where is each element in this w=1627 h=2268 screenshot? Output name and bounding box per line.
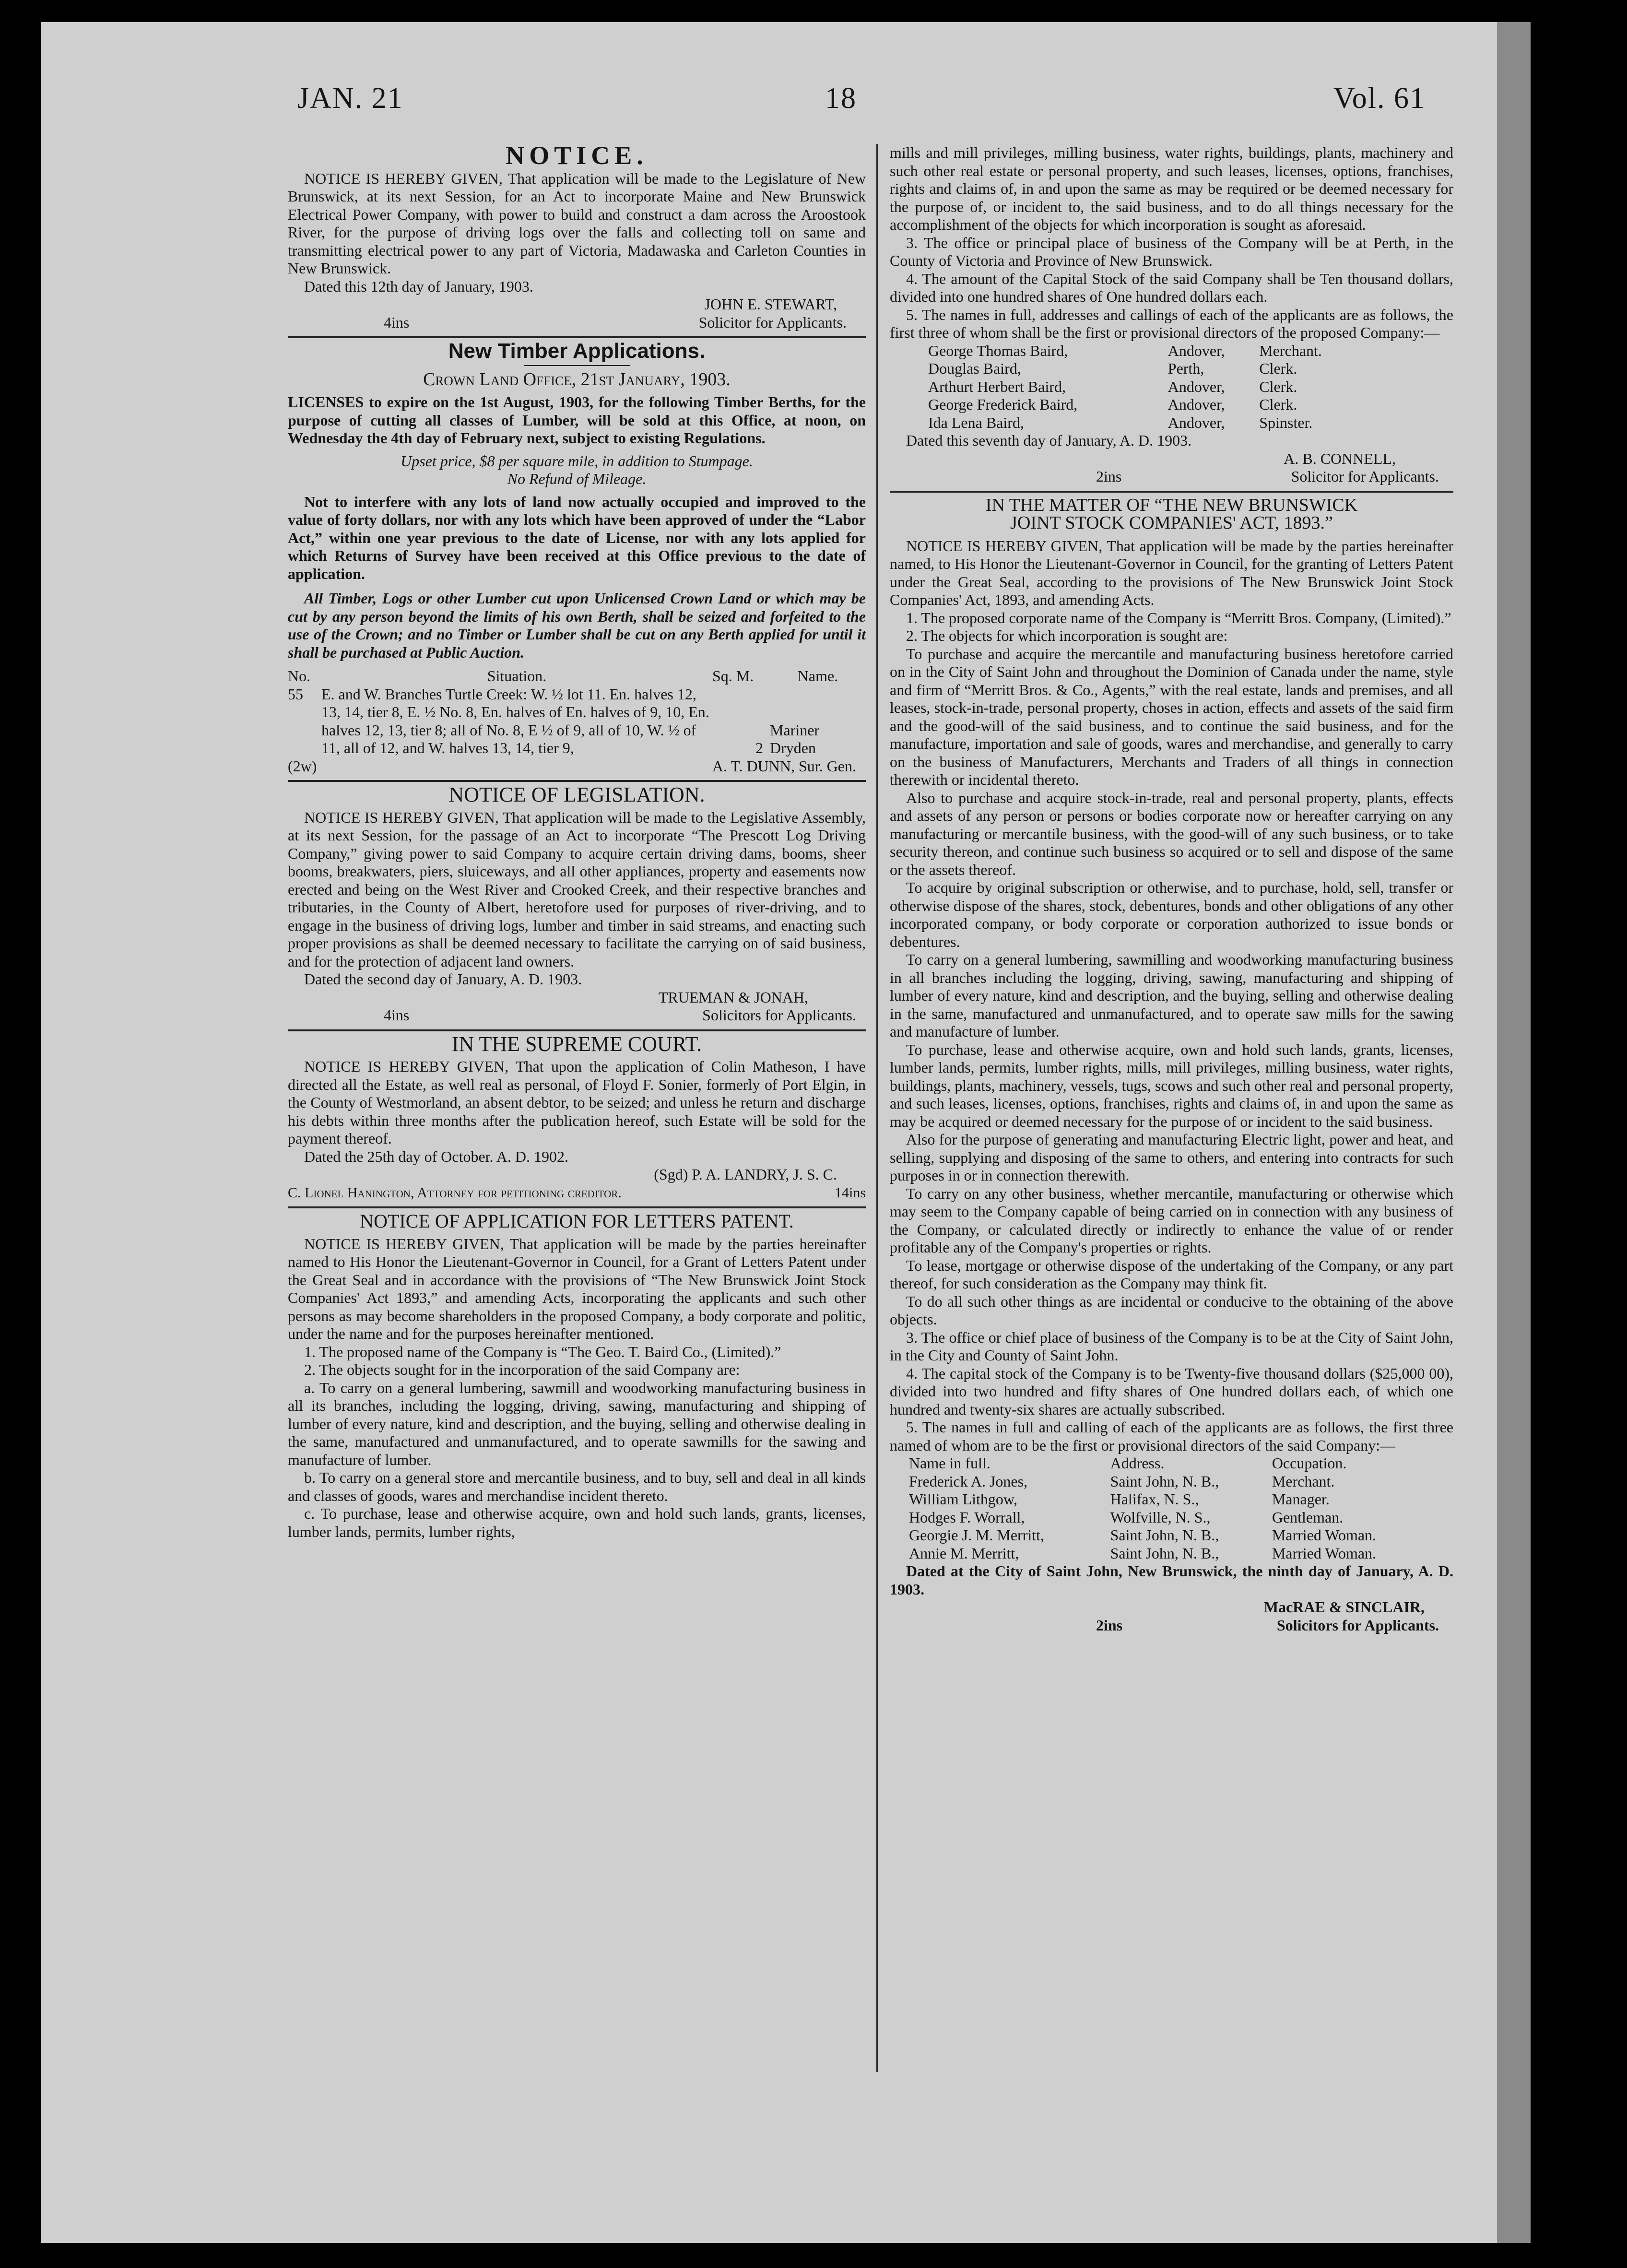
applicant-place: Andover, xyxy=(1167,342,1225,359)
applicant-calling: Spinster. xyxy=(1259,413,1313,431)
applicant-name: George Frederick Baird, xyxy=(928,396,1078,413)
col-header-name: Name in full. xyxy=(909,1454,990,1472)
berth-applicant: Mariner Dryden xyxy=(770,721,820,756)
matter-item-3: 3. The office or chief place of business of the Company is to be at the City of Saint John, in the City and County of Saint John. xyxy=(890,1328,1453,1364)
baird-continuation xyxy=(890,144,1453,486)
applicant-name: William Lithgow, xyxy=(909,1490,1017,1508)
volume-label: Vol. 61 xyxy=(1333,82,1426,115)
notice-role: Solicitor for Applicants. xyxy=(698,313,847,331)
matter-object-7: To carry on any other business, whether mercantile, manufacturing or otherwise which may seem to the Company capable of being carried on in connection with any business of the Company, or calculated directly or indirectly to enhance the value of or render profitable any of the Company's properties or rights. xyxy=(890,1184,1453,1256)
applicant-name: George Thomas Baird, xyxy=(928,342,1068,359)
patent-item-b: b. To carry on a general store and mercantile business, and to buy, sell and deal in all kinds and classes of goods, wares and merchandise incident thereto. xyxy=(288,1469,866,1504)
matter-object-3: To acquire by original subscription or otherwise, and to purchase, hold, sell, transfer or otherwise dispose of the shares, stock, debentures, bonds and other obligations of any other incorporated company, or body corporate or corporation authorized to issue bonds or debentures. xyxy=(890,879,1453,950)
matter-item-5: 5. The names in full and calling of each of the applicants are as follows, the first three named of whom are to be the first or provisional directors of the said Company:— xyxy=(890,1418,1453,1454)
col-header-situation: Situation. xyxy=(487,667,547,685)
applicant-calling: Clerk. xyxy=(1259,396,1297,413)
court-signer: (Sgd) P. A. LANDRY, J. S. C. xyxy=(654,1166,837,1183)
notice-electrical-power xyxy=(288,141,866,331)
matter-object-6: Also for the purpose of generating and manufacturing Electric light, power and heat, and selling, supplying and disposing of the same to others, and entering into contracts for such purposes in or in connection therewith. xyxy=(890,1131,1453,1184)
table-row xyxy=(928,396,1360,414)
timber-applications xyxy=(288,339,866,775)
matter-title-line1: IN THE MATTER OF “THE NEW BRUNSWICK xyxy=(985,495,1358,515)
notice-body: NOTICE IS HEREBY GIVEN, That application will be made to the Legislature of New Brunswick, at its next Session, for an Act to incorporate Maine and New Brunswick Electrical Power Company, with power to build and construct a dam across the Aroostook River, for the purpose of driving logs over the falls and collecting toll on same and transmitting electrical power to any part of Victoria, Madawaska and Carleton Counties in New Brunswick. xyxy=(288,169,866,277)
timber-para-interfere: Not to interfere with any lots of land now actually occupied and improved to the value of forty dollars, nor with any lots which have been approved of under the “Labor Act,” within one year previous to the date of License, nor with any lots applied for which Returns of Survey have been received at this Office previous to the date of application. xyxy=(288,493,866,582)
legislation-signer: TRUEMAN & JONAH, xyxy=(659,988,808,1006)
page-number: 18 xyxy=(825,82,857,115)
timber-signer: A. T. DUNN, Sur. Gen. xyxy=(712,757,856,775)
joint-stock-notice xyxy=(890,496,1453,1635)
baird-signer: A. B. CONNELL, xyxy=(1284,449,1396,467)
patent-title: NOTICE OF APPLICATION FOR LETTERS PATENT. xyxy=(360,1210,794,1232)
timber-para-licenses: LICENSES to expire on the 1st August, 1903, for the following Timber Berths, for the purpose of cutting all classes of Lumber, will be sold at this Office, at noon, on Wednesday the 4th day of February next, subject to existing Regulations. xyxy=(288,393,866,447)
applicant-calling: Clerk. xyxy=(1259,360,1297,377)
applicant-name: Ida Lena Baird, xyxy=(928,413,1024,431)
applicant-place: Perth, xyxy=(1167,360,1204,377)
timber-para-seized: All Timber, Logs or other Lumber cut upon Unlicensed Crown Land or which may be cut by any person beyond the limits of his own Berth, shall be seized and forfeited to the use of the Crown; and no Timber or Lumber shall be cut on any Berth applied for until it shall be purchased at Public Auction. xyxy=(288,590,866,661)
applicant-address: Saint John, N. B., xyxy=(1110,1544,1219,1562)
matter-dated: Dated at the City of Saint John, New Brunswick, the ninth day of January, A. D. 1903. xyxy=(890,1562,1453,1598)
court-dated: Dated the 25th day of October. A. D. 1902. xyxy=(304,1147,568,1165)
matter-insertions: 2ins xyxy=(1096,1616,1123,1634)
applicant-occupation: Merchant. xyxy=(1272,1472,1335,1490)
col-header-sqm: Sq. M. xyxy=(712,667,754,685)
timber-insertions: (2w) xyxy=(288,757,317,775)
matter-item-2: 2. The objects for which incorporation is sought are: xyxy=(906,627,1228,644)
timber-upset-price: Upset price, $8 per square mile, in addition to Stumpage. xyxy=(401,452,753,470)
court-body: NOTICE IS HEREBY GIVEN, That upon the application of Colin Matheson, I have directed all the Estate, as well real as personal, of Floyd F. Sonier, formerly of Port Elgin, in the County of Westmorland, an absent debtor, to be seized; and unless he return and discharge his debts within three months after the publication hereof, such Estate will be sold for the payment thereof. xyxy=(288,1058,866,1147)
notice-signer: JOHN E. STEWART, xyxy=(704,295,837,313)
section-rule xyxy=(288,780,866,782)
applicant-name: Frederick A. Jones, xyxy=(909,1472,1028,1490)
right-column xyxy=(890,144,1453,1637)
court-title: IN THE SUPREME COURT. xyxy=(451,1032,702,1056)
applicant-address: Saint John, N. B., xyxy=(1110,1472,1219,1490)
section-rule xyxy=(288,1029,866,1031)
table-row xyxy=(288,685,866,757)
table-row xyxy=(909,1490,1427,1509)
court-attorney: C. Lionel Hanington, Attorney for petitioning creditor. xyxy=(288,1184,622,1201)
matter-object-5: To purchase, lease and otherwise acquire, own and hold such lands, grants, licenses, lumber lands, permits, lumber rights, mills, mill privileges, milling business, water rights, buildings, plants, machinery, vessels, tugs, scows and such other real and personal property, and such leases, licenses, options, franchises, rights and claims of, in and upon the same as may be acquired or deemed necessary for the purpose of or incident to the said business. xyxy=(890,1040,1453,1130)
timber-title: New Timber Applications. xyxy=(448,339,706,363)
applicant-place: Andover, xyxy=(1167,378,1225,395)
applicant-calling: Clerk. xyxy=(1259,378,1297,395)
applicant-address: Halifax, N. S., xyxy=(1110,1490,1199,1508)
timber-no-refund: No Refund of Mileage. xyxy=(507,470,647,487)
baird-dated: Dated this seventh day of January, A. D. 1903. xyxy=(906,432,1192,449)
applicant-occupation: Manager. xyxy=(1272,1490,1330,1508)
merritt-applicants-table xyxy=(909,1454,1427,1562)
applicant-occupation: Married Woman. xyxy=(1272,1526,1377,1544)
legislation-insertions: 4ins xyxy=(384,1006,410,1024)
timber-office: Crown Land Office, 21st January, 1903. xyxy=(423,369,731,390)
matter-item-1: 1. The proposed corporate name of the Company is “Merritt Bros. Company, (Limited).” xyxy=(906,609,1451,626)
applicant-address: Saint John, N. B., xyxy=(1110,1526,1219,1544)
matter-item-4: 4. The capital stock of the Company is to be Twenty-five thousand dollars ($25,000 00), divided into two hundred and fifty shares of One hundred dollars each, of which one hundred and twenty-six shares are actually subscribed. xyxy=(890,1364,1453,1418)
table-row xyxy=(909,1509,1427,1527)
berth-number: 55 xyxy=(288,685,303,703)
table-row xyxy=(909,1473,1427,1491)
applicant-name: Annie M. Merritt, xyxy=(909,1544,1019,1562)
matter-title-line2: JOINT STOCK COMPANIES' ACT, 1893.” xyxy=(1010,513,1333,533)
col-header-occupation: Occupation. xyxy=(1272,1454,1347,1472)
court-insertions: 14ins xyxy=(834,1184,866,1201)
timber-berth-table xyxy=(288,667,866,757)
table-row xyxy=(928,414,1360,432)
section-rule xyxy=(288,1206,866,1208)
col-header-address: Address. xyxy=(1110,1454,1165,1472)
applicant-occupation: Married Woman. xyxy=(1272,1544,1377,1562)
patent-body: NOTICE IS HEREBY GIVEN, That application will be made by the parties hereinafter named to His Honor the Lieutenant-Governor in Council, for a Grant of Letters Patent under the Great Seal and in accordance with the provisions of “The New Brunswick Joint Stock Companies' Act 1893,” and amending Acts, incorporating the applicants and such other persons as may become shareholders in the proposed Company, a body corporate and politic, under the name and for the purposes hereinafter mentioned. xyxy=(288,1235,866,1342)
legislation-title: NOTICE OF LEGISLATION. xyxy=(448,783,705,806)
section-rule xyxy=(288,336,866,338)
berth-situation: E. and W. Branches Turtle Creek: W. ½ lot 11. En. halves 12, 13, 14, tier 8, E. ½ No. 8, En. halves of En. halves of 9, 10, En. halves 12, 13, tier 8; all of No. 8, E ½ of 9, all of 10, W. ½ of 11, all of 12, and W. halves 13, 14, tier 9, xyxy=(321,685,709,756)
legislation-body: NOTICE IS HEREBY GIVEN, That application will be made to the Legislative Assembly, at its next Session, for the passage of an Act to incorporate “The Prescott Log Driving Company,” giving power to said Company to acquire certain driving dams, booms, sheer booms, breakwaters, piers, sluiceways, and all other appliances, property and easements now erected and being on the West River and Crooked Creek, and their respective branches and tributaries, in the County of Albert, heretofore used for purposes of river-driving, and to engage in the business of driving logs, lumber and timber in said streams, and enacting such proper provisions as shall be deemed necessary to facilitate the carrying on of said business, and for the protection of adjacent land owners. xyxy=(288,808,866,970)
table-row xyxy=(928,342,1360,360)
col-header-name: Name. xyxy=(797,667,838,685)
applicant-name: Arthurt Herbert Baird, xyxy=(928,378,1066,395)
matter-object-1: To purchase and acquire the mercantile and manufacturing business heretofore carried on in the City of Saint John and throughout the Dominion of Canada under the name, style and firm of “Merritt Bros. & Co., Agents,” with the real estate, lands and premises, and all leases, stock-in-trade, personal property, choses in action, effects and assets of the said firm and the good-will of the said business, and to continue the said business, and for the manufacture, importation and sale of goods, wares and merchandise, and generally to carry on the business of Manufacturers, Merchants and Traders of all things in connection therewith or incidental thereto. xyxy=(890,645,1453,788)
letters-patent-notice xyxy=(288,1212,866,1541)
baird-insertions: 2ins xyxy=(1096,468,1122,485)
column-divider xyxy=(876,144,878,2072)
applicant-calling: Merchant. xyxy=(1259,342,1322,359)
table-row xyxy=(928,378,1360,396)
matter-body: NOTICE IS HEREBY GIVEN, That application will be made by the parties hereinafter named, to His Honor the Lieutenant-Governor in Council, for the granting of Letters Patent under the Great Seal, according to the provisions of The New Brunswick Joint Stock Companies' Act, 1893, and amending Acts. xyxy=(890,537,1453,608)
patent-item-1: 1. The proposed name of the Company is “The Geo. T. Baird Co., (Limited).” xyxy=(304,1343,781,1360)
notice-dated: Dated this 12th day of January, 1903. xyxy=(304,277,533,295)
applicant-place: Andover, xyxy=(1167,413,1225,431)
patent-item-c: c. To purchase, lease and otherwise acquire, own and hold such lands, grants, licenses, lumber lands, permits, lumber rights, xyxy=(288,1505,866,1540)
matter-object-4: To carry on a general lumbering, sawmilling and woodworking manufacturing business in all branches including the logging, driving, sawing, manufacturing and shipping of lumber of every nature, kind and description, and the buying, selling and otherwise dealing in the same, manufactured and unmanufactured, and to operate saw mills for the sawing and manufacture of lumber. xyxy=(890,951,1453,1040)
matter-object-2: Also to purchase and acquire stock-in-trade, real and personal property, plants, effects and assets of any person or persons or bodies corporate now or hereafter carrying on any manufacturing or mercantile business, with the good-will of any such business, or to take security thereon, and continue such business so acquired or to sell and dispose of the same or the assets thereof. xyxy=(890,789,1453,878)
baird-applicants-table xyxy=(928,342,1360,432)
continuation-text: mills and mill privileges, milling business, water rights, buildings, plants, machinery and such other real estate or personal property, and such leases, licenses, options, franchises, rights and claims of, in and upon the same as may be required or be deemed necessary for the purpose of, or incident to, the said business, and to do all things necessary for the accomplishment of the objects for which incorporation is sought as aforesaid. xyxy=(890,144,1453,233)
applicant-address: Wolfville, N. S., xyxy=(1110,1508,1211,1526)
applicant-place: Andover, xyxy=(1167,396,1225,413)
supreme-court-notice xyxy=(288,1032,866,1202)
baird-item-3: 3. The office or principal place of business of the Company will be at Perth, in the County of Victoria and Province of New Brunswick. xyxy=(890,234,1453,269)
issue-date: JAN. 21 xyxy=(297,82,403,115)
applicant-name: Georgie J. M. Merritt, xyxy=(909,1526,1045,1544)
patent-item-a: a. To carry on a general lumbering, sawmill and woodworking manufacturing business in all its branches, including the logging, driving, sawing, manufacturing and shipping of lumber of every nature, kind and description, and the buying, selling and otherwise dealing in the same, manufactured and unmanufactured, and to operate sawmills for the sawing and manufacture of lumber. xyxy=(288,1379,866,1468)
applicant-occupation: Gentleman. xyxy=(1272,1508,1344,1526)
applicant-name: Douglas Baird, xyxy=(928,360,1021,377)
berth-sq-miles: 2 xyxy=(755,739,763,756)
table-row xyxy=(909,1545,1427,1563)
baird-item-4: 4. The amount of the Capital Stock of the said Company shall be Ten thousand dollars, divided into one hundred shares of One hundred dollars each. xyxy=(890,270,1453,305)
section-rule xyxy=(890,491,1453,493)
legislation-role: Solicitors for Applicants. xyxy=(702,1006,856,1024)
left-column xyxy=(288,141,866,1544)
patent-item-2: 2. The objects sought for in the incorporation of the said Company are: xyxy=(304,1361,740,1378)
matter-object-9: To do all such other things as are incidental or conducive to the obtaining of the above objects. xyxy=(890,1292,1453,1328)
title-rule xyxy=(524,365,630,366)
notice-of-legislation xyxy=(288,783,866,1025)
table-row xyxy=(928,360,1360,378)
notice-title: NOTICE. xyxy=(506,141,648,170)
applicant-name: Hodges F. Worrall, xyxy=(909,1508,1025,1526)
matter-role: Solicitors for Applicants. xyxy=(1276,1616,1439,1634)
notice-insertions: 4ins xyxy=(384,313,410,331)
matter-signer: MacRAE & SINCLAIR, xyxy=(1263,1598,1425,1616)
legislation-dated: Dated the second day of January, A. D. 1903. xyxy=(304,970,582,988)
baird-item-5: 5. The names in full, addresses and callings of each of the applicants are as follows, the first three of whom shall be the first or provisional directors of the proposed Company:— xyxy=(890,306,1453,341)
col-header-no: No. xyxy=(288,667,311,685)
table-row xyxy=(909,1526,1427,1545)
matter-object-8: To lease, mortgage or otherwise dispose of the undertaking of the Company, or any part thereof, for such consideration as the Company may think fit. xyxy=(890,1256,1453,1292)
baird-role: Solicitor for Applicants. xyxy=(1291,468,1439,485)
